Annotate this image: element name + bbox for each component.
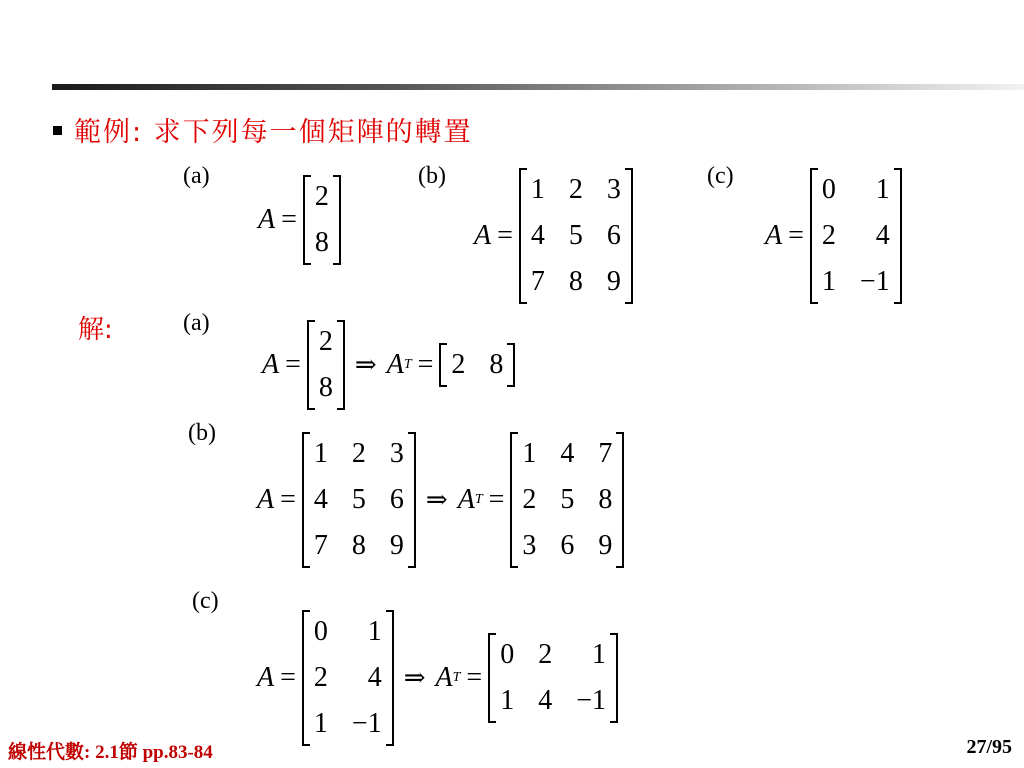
label-a: (a) <box>183 163 210 189</box>
lhs-var: A <box>457 484 475 515</box>
matrix-cell: 2 <box>314 181 329 212</box>
lhs-var: A <box>262 349 280 380</box>
matrix-problem-b <box>519 168 633 304</box>
matrix-cell: 3 <box>522 530 537 561</box>
matrix-cell: 5 <box>560 484 575 515</box>
matrix-solution-a <box>439 343 515 387</box>
matrix-cell: 8 <box>598 484 613 515</box>
matrix-cell: 6 <box>606 220 621 251</box>
lhs-var: A <box>474 220 492 251</box>
equals-sign: = <box>466 662 483 693</box>
matrix-cell: 1 <box>313 708 328 739</box>
solution-c <box>257 610 618 746</box>
matrix-cell: 2 <box>568 174 583 205</box>
matrix-cell: 4 <box>367 662 382 693</box>
equals-sign: = <box>497 220 513 251</box>
example-heading: 範例: 求下列每一個矩陣的轉置 <box>74 117 473 148</box>
label-b: (b) <box>418 163 446 189</box>
matrix-cell: 2 <box>522 484 537 515</box>
matrix-cell: 1 <box>530 174 545 205</box>
matrix-cell: 4 <box>875 220 890 251</box>
problem-a <box>258 175 341 265</box>
equals-sign: = <box>788 220 804 251</box>
solution-b <box>257 432 624 568</box>
matrix-solution-c-input <box>302 610 394 746</box>
matrix-cell: 3 <box>606 174 621 205</box>
matrix-cell: 5 <box>351 484 366 515</box>
matrix-cell: 7 <box>530 266 545 297</box>
lhs-var: A <box>765 220 783 251</box>
matrix-cell: 4 <box>530 220 545 251</box>
lhs-var: A <box>257 484 275 515</box>
matrix-cell: 2 <box>451 349 466 380</box>
lhs-var: A <box>386 349 404 380</box>
matrix-cell: −1 <box>576 685 606 716</box>
matrix-cell: 1 <box>821 266 836 297</box>
transpose-sup: T <box>403 357 412 372</box>
implies-arrow: ⇒ <box>403 663 426 692</box>
matrix-cell: 3 <box>389 438 404 469</box>
matrix-cell: 2 <box>538 639 553 670</box>
equals-sign: = <box>417 349 434 380</box>
solution-label: 解: <box>78 315 113 345</box>
matrix-cell: 1 <box>367 616 382 647</box>
matrix-cell: 5 <box>568 220 583 251</box>
lhs-var: A <box>258 204 276 235</box>
matrix-cell: −1 <box>351 708 382 739</box>
matrix-solution-b <box>510 432 624 568</box>
matrix-cell: 6 <box>389 484 404 515</box>
lhs-var: A <box>435 662 453 693</box>
matrix-cell: 8 <box>351 530 366 561</box>
title-rule <box>52 84 1024 90</box>
transpose-sup: T <box>474 492 483 507</box>
matrix-cell: 4 <box>313 484 328 515</box>
sol-label-c: (c) <box>192 588 219 614</box>
matrix-cell: −1 <box>859 266 890 297</box>
implies-arrow: ⇒ <box>354 350 377 379</box>
matrix-cell: 8 <box>489 349 504 380</box>
matrix-cell: 0 <box>313 616 328 647</box>
matrix-cell: 9 <box>389 530 404 561</box>
equals-sign: = <box>281 204 297 235</box>
matrix-cell: 1 <box>592 639 606 670</box>
matrix-cell: 1 <box>313 438 328 469</box>
matrix-cell: 2 <box>313 662 328 693</box>
matrix-cell: 4 <box>538 685 553 716</box>
equals-sign: = <box>285 349 301 380</box>
matrix-cell: 0 <box>821 174 836 205</box>
bullet-icon <box>53 126 62 135</box>
footer-course: 線性代數: 2.1節 pp.83-84 <box>8 742 213 763</box>
equals-sign: = <box>488 484 505 515</box>
matrix-cell: 1 <box>500 685 515 716</box>
matrix-solution-c <box>488 633 618 723</box>
matrix-cell: 4 <box>560 438 575 469</box>
matrix-problem-c <box>810 168 902 304</box>
matrix-cell: 2 <box>318 326 333 357</box>
label-c: (c) <box>707 163 734 189</box>
equals-sign: = <box>280 662 296 693</box>
matrix-cell: 9 <box>606 266 621 297</box>
matrix-cell: 9 <box>598 530 613 561</box>
sol-label-b: (b) <box>188 420 216 446</box>
matrix-solution-b-input <box>302 432 416 568</box>
problem-b <box>474 168 633 304</box>
matrix-cell: 2 <box>821 220 836 251</box>
matrix-cell: 7 <box>313 530 328 561</box>
transpose-sup: T <box>452 670 461 685</box>
matrix-cell: 1 <box>875 174 890 205</box>
matrix-problem-a <box>303 175 341 265</box>
matrix-cell: 0 <box>500 639 515 670</box>
implies-arrow: ⇒ <box>425 485 448 514</box>
problem-c <box>765 168 902 304</box>
page-number: 27/95 <box>966 736 1012 758</box>
sol-label-a: (a) <box>183 310 210 336</box>
matrix-cell: 8 <box>314 227 329 258</box>
solution-a <box>262 320 515 410</box>
matrix-cell: 8 <box>318 372 333 403</box>
matrix-cell: 8 <box>568 266 583 297</box>
lhs-var: A <box>257 662 275 693</box>
matrix-cell: 1 <box>522 438 537 469</box>
matrix-solution-a-input <box>307 320 345 410</box>
matrix-cell: 6 <box>560 530 575 561</box>
matrix-cell: 2 <box>351 438 366 469</box>
equals-sign: = <box>280 484 296 515</box>
matrix-cell: 7 <box>598 438 613 469</box>
